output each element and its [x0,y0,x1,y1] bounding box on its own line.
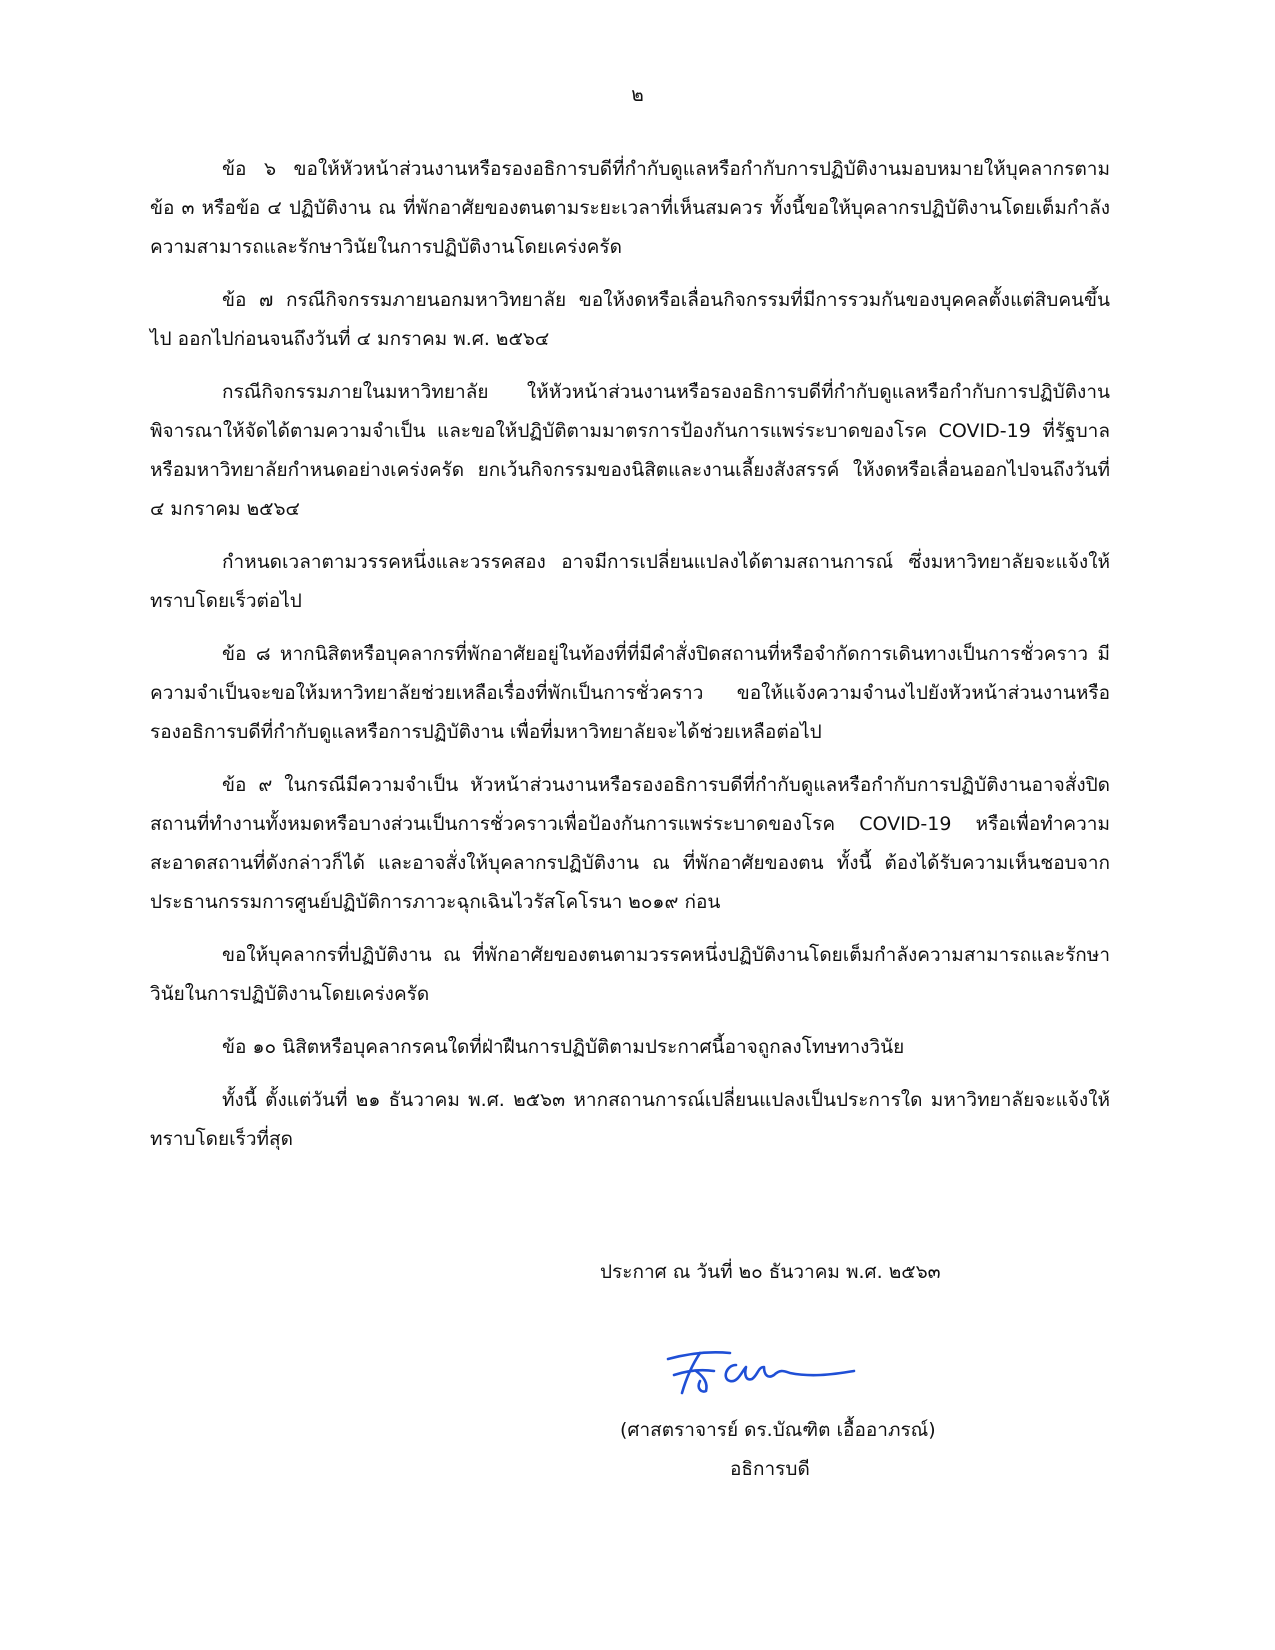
signer-name: (ศาสตราจารย์ ดร.บัณฑิต เอื้ออาภรณ์) [620,1419,936,1441]
handwritten-signature [660,1341,860,1397]
signer-title: อธิการบดี [730,1458,810,1480]
paragraph-clause-10: ข้อ ๑๐ นิสิตหรือบุคลากรคนใดที่ฝ่าฝืนการปฏิบัติตามประกาศนี้อาจถูกลงโทษทางวินัย [222,1036,905,1058]
paragraph-work-from-home: ขอให้บุคลากรที่ปฏิบัติงาน ณ ที่พักอาศัยของตนตามวรรคหนึ่งปฏิบัติงานโดยเต็มกำลังความสามารถและรักษาวินัยในการปฏิบัติงานโดยเคร่งครัด [150,944,1110,1005]
document-body [150,150,1110,1173]
paragraph-clause-7: ข้อ ๗ กรณีกิจกรรมภายนอกมหาวิทยาลัย ขอให้งดหรือเลื่อนกิจกรรมที่มีการรวมกันของบุคคลตั้งแต่สิบคนขึ้นไป ออกไปก่อนจนถึงวันที่ ๔ มกราคม พ.ศ. ๒๕๖๔ [150,289,1110,350]
paragraph-effective-date: ทั้งนี้ ตั้งแต่วันที่ ๒๑ ธันวาคม พ.ศ. ๒๕๖๓ หากสถานการณ์เปลี่ยนแปลงเป็นประการใด มหาวิทยาลัยจะแจ้งให้ทราบโดยเร็วที่สุด [150,1089,1110,1150]
paragraph-clause-8: ข้อ ๘ หากนิสิตหรือบุคลากรที่พักอาศัยอยู่ในท้องที่ที่มีคำสั่งปิดสถานที่หรือจำกัดการเดินทางเป็นการชั่วคราว มีความจำเป็นจะขอให้มหาวิทยาลัยช่วยเหลือเรื่องที่พักเป็นการชั่วคราว ขอให้แจ้งความจำนงไปยังหัวหน้าส่วนงานหรือรองอธิการบดีที่กำกับดูแลหรือการปฏิบัติงาน เพื่อที่มหาวิทยาลัยจะได้ช่วยเหลือต่อไป [150,643,1110,743]
paragraph-schedule-change: กำหนดเวลาตามวรรคหนึ่งและวรรคสอง อาจมีการเปลี่ยนแปลงได้ตามสถานการณ์ ซึ่งมหาวิทยาลัยจะแจ้งให้ทราบโดยเร็วต่อไป [150,551,1110,612]
paragraph-clause-9: ข้อ ๙ ในกรณีมีความจำเป็น หัวหน้าส่วนงานหรือรองอธิการบดีที่กำกับดูแลหรือกำกับการปฏิบัติงานอาจสั่งปิดสถานที่ทำงานทั้งหมดหรือบางส่วนเป็นการชั่วคราวเพื่อป้องกันการแพร่ระบาดของโรค COVID-19 หรือเพื่อทำความสะอาดสถานที่ดังกล่าวก็ได้ และอาจสั่งให้บุคลากรปฏิบัติงาน ณ ที่พักอาศัยของตน ทั้งนี้ ต้องได้รับความเห็นชอบจากประธานกรรมการศูนย์ปฏิบัติการภาวะฉุกเฉินไวรัสโคโรนา ๒๐๑๙ ก่อน [150,774,1110,913]
paragraph-internal-activities: กรณีกิจกรรมภายในมหาวิทยาลัย ให้หัวหน้าส่วนงานหรือรองอธิการบดีที่กำกับดูแลหรือกำกับการปฏิบัติงาน พิจารณาให้จัดได้ตามความจำเป็น และขอให้ปฏิบัติตามมาตรการป้องกันการแพร่ระบาดของโรค COVID-19 ที่รัฐบาลหรือมหาวิทยาลัยกำหนดอย่างเคร่งครัด ยกเว้นกิจกรรมของนิสิตและงานเลี้ยงสังสรรค์ ให้งดหรือเลื่อนออกไปจนถึงวันที่ ๔ มกราคม ๒๕๖๔ [150,381,1110,520]
announce-date: ประกาศ ณ วันที่ ๒๐ ธันวาคม พ.ศ. ๒๕๖๓ [600,1261,941,1283]
paragraph-clause-6: ข้อ ๖ ขอให้หัวหน้าส่วนงานหรือรองอธิการบดีที่กำกับดูแลหรือกำกับการปฏิบัติงานมอบหมายให้บุคลากรตาม ข้อ ๓ หรือข้อ ๔ ปฏิบัติงาน ณ ที่พักอาศัยของตนตามระยะเวลาที่เห็นสมควร ทั้งนี้ขอให้บุคลากรปฏิบัติงานโดยเต็มกำลังความสามารถและรักษาวินัยในการปฏิบัติงานโดยเคร่งครัด [150,158,1110,258]
page-number: ๒ [631,84,644,106]
